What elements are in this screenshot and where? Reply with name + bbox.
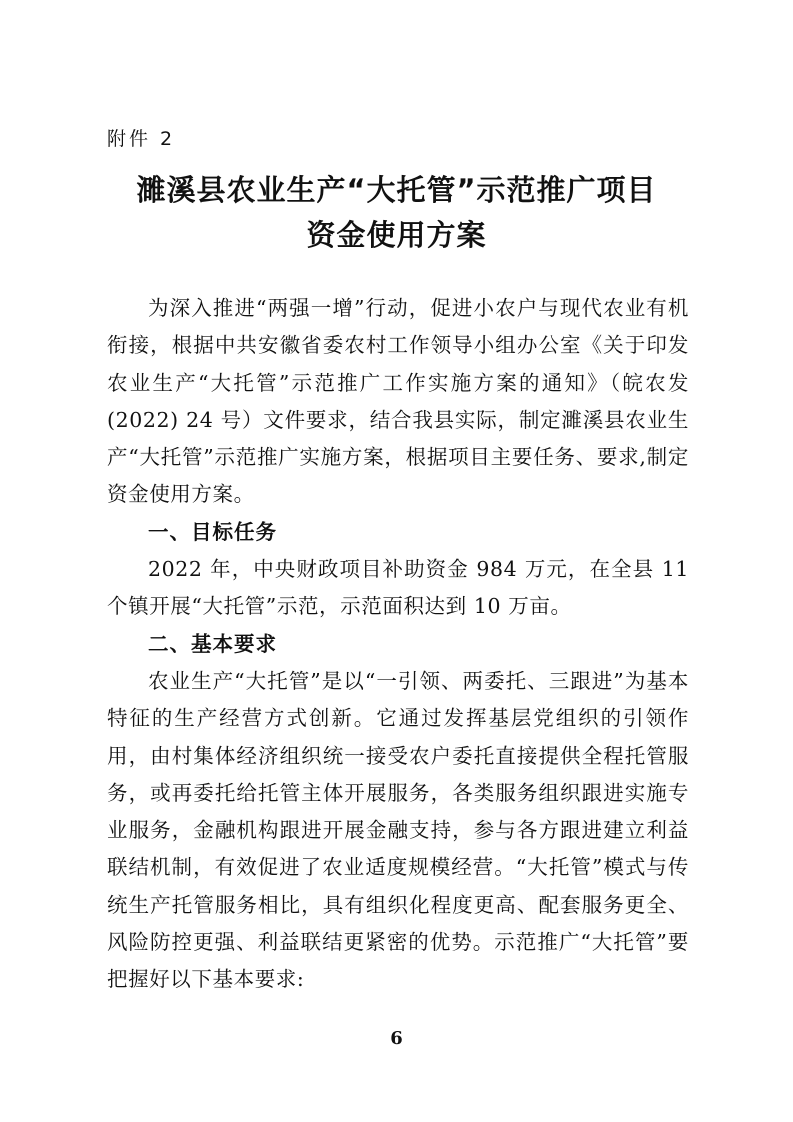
attachment-label: 附件 2 [107, 128, 176, 150]
document-title-line2: 资金使用方案 [306, 218, 487, 252]
section-heading-requirements: 二、基本要求 [148, 631, 277, 656]
document-title-line1: 濉溪县农业生产“大托管”示范推广项目 [136, 173, 657, 207]
document-body [107, 290, 689, 999]
page-number: 6 [390, 1028, 403, 1049]
section-heading-goals: 一、目标任务 [148, 519, 277, 544]
goals-paragraph: 2022 年，中央财政项目补助资金 984 万元，在全县 11 个镇开展“大托管”示范，示范面积达到 10 万亩。 [107, 557, 689, 619]
intro-paragraph: 为深入推进“两强一增”行动，促进小农户与现代农业有机衔接，根据中共安徽省委农村工作领导小组办公室《关于印发农业生产“大托管”示范推广工作实施方案的通知》（皖农发(2022) 24 号）文件要求，结合我县实际，制定濉溪县农业生产“大托管”示范推广实施方案，根据项目主要任务、要求,制定资金使用方案。 [107, 296, 689, 507]
requirements-paragraph: 农业生产“大托管”是以“一引领、两委托、三跟进”为基本特征的生产经营方式创新。它通过发挥基层党组织的引领作用，由村集体经济组织统一接受农户委托直接提供全程托管服务，或再委托给托管主体开展服务，各类服务组织跟进实施专业服务，金融机构跟进开展金融支持，参与各方跟进建立利益联结机制，有效促进了农业适度规模经营。“大托管”模式与传统生产托管服务相比，具有组织化程度更高、配套服务更全、风险防控更强、利益联结更紧密的优势。示范推广“大托管”要把握好以下基本要求: [107, 668, 689, 992]
